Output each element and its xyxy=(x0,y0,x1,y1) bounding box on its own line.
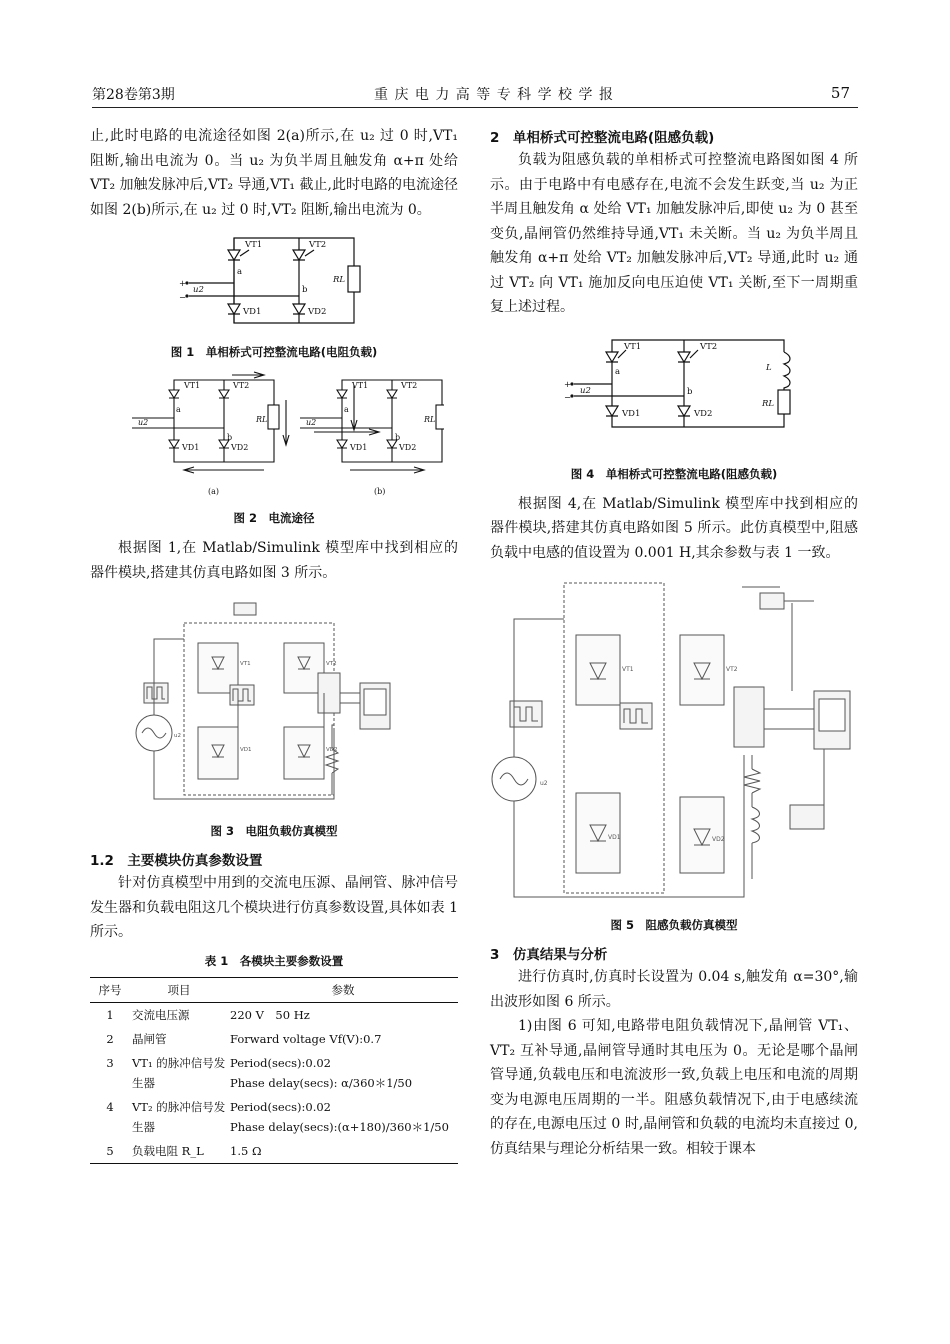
figure-2-caption: 图 2 电流途径 xyxy=(233,511,315,525)
figure-2a-label: (a) xyxy=(208,487,220,496)
label-vd2: VD2 xyxy=(399,443,417,452)
figure-2b-label: (b) xyxy=(374,487,386,496)
section-heading: 2 单相桥式可控整流电路(阻感负载) xyxy=(490,130,715,146)
sim-thyristor-block xyxy=(680,635,724,705)
label-inductor: L xyxy=(766,362,772,373)
resistor-symbol xyxy=(778,390,790,414)
label-vt1: VT1 xyxy=(352,381,369,390)
sim-label-vt1: VT1 xyxy=(622,666,634,673)
label-node-b: b xyxy=(395,433,401,442)
param-line: Period(secs):0.02 xyxy=(230,1099,331,1114)
sim-label-u2: u2 xyxy=(540,780,548,787)
page-number: 57 xyxy=(830,84,850,102)
sim-diode-block xyxy=(576,793,620,873)
paragraph: 根据图 1,在 Matlab/Simulink 模型库中找到相应的器件模块,搭建其仿真电路如图 3 所示。 xyxy=(90,540,458,581)
running-header xyxy=(92,84,858,106)
resistor-symbol xyxy=(268,405,279,429)
figure-1-circuit xyxy=(149,228,399,338)
inductor-symbol xyxy=(784,352,790,390)
table-cell: VT₁ 的脉冲信号发生器 xyxy=(132,1055,226,1090)
sim-thyristor-block xyxy=(576,635,620,705)
diode-symbol xyxy=(228,304,240,314)
sim-label-vt2: VT2 xyxy=(326,661,337,667)
label-u2: u2 xyxy=(138,418,149,427)
sim-label-u2: u2 xyxy=(174,733,181,739)
inductor-symbol xyxy=(752,807,760,843)
thyristor-symbol xyxy=(228,250,240,260)
paragraph: 止,此时电路的电流途径如图 2(a)所示,在 u₂ 过 0 时,VT₁ 阻断,输出电流为 0。当 u₂ 为负半周且触发角 α+π 处给 VT₂ 加触发脉冲后,VT₂ 导通,VT₁ 截止,此时电路的电流途径如图 2(b)所示,在 u₂ 过 0 时,VT₂ 阻断,输出电流为 0。 xyxy=(90,128,458,218)
label-node-a: a xyxy=(237,267,243,277)
journal-issue: 第28卷第3期 xyxy=(92,87,175,103)
label-rl: RL xyxy=(424,415,436,424)
label-vt1: VT1 xyxy=(245,240,263,250)
figure-4-caption: 图 4 单相桥式可控整流电路(阻感负载) xyxy=(570,466,778,481)
section-heading: 1.2 主要模块仿真参数设置 xyxy=(90,853,263,869)
sim-diode-block xyxy=(198,727,238,779)
label-plus: + xyxy=(179,279,187,289)
label-vd1: VD1 xyxy=(243,307,262,317)
right-column xyxy=(490,124,858,1161)
label-vt2: VT2 xyxy=(401,381,418,390)
table-row xyxy=(90,1002,458,1027)
table-cell: 2 xyxy=(106,1031,114,1046)
resistor-symbol xyxy=(436,405,444,429)
sim-diode-block xyxy=(680,797,724,873)
table-cell: 4 xyxy=(106,1099,114,1114)
paragraph: 负载为阻感负载的单相桥式可控整流电路图如图 4 所示。由于电路中有电感存在,电流不会发生跃变,当 u₂ 为正半周且触发角 α 处给 VT₁ 加触发脉冲后,即使 u₂ 为 0 甚至变负,晶闸管仍然维持导通,VT₁ 未关断。当 u₂ 为负半周且触发角 α+π 处给 VT₂ 加触发脉冲后,VT₂ 导通,此时 u₂ 通过 VT₂ 向 VT₁ 施加反向电压迫使 VT₁ 关断,至下一周期重复上述过程。 xyxy=(490,152,858,315)
paragraph: 进行仿真时,仿真时长设置为 0.04 s,触发角 α=30°,输出波形如图 6 所示。 xyxy=(490,969,858,1010)
label-u2: u2 xyxy=(193,285,204,295)
param-line: Period(secs):0.02 xyxy=(230,1055,331,1070)
table-cell: Forward voltage Vf(V):0.7 xyxy=(230,1031,382,1046)
current-path-arrow xyxy=(314,385,424,473)
sim-label-vt1: VT1 xyxy=(240,661,251,667)
label-node-a: a xyxy=(344,405,349,414)
label-rl: RL xyxy=(333,275,346,285)
table-cell: 交流电压源 xyxy=(132,1007,190,1022)
figure-4-circuit xyxy=(554,332,794,442)
sim-label-vd1: VD1 xyxy=(608,834,621,841)
paragraph: 1)由图 6 可知,电路带电阻负载情况下,晶闸管 VT₁、VT₂ 互补导通,晶闸管导通时其电压为 0。无论是哪个晶闸管导通,负载电压和电流波形一致,负载上电压和电流的周期变为电源电压周期的一半。阻感负载情况下,由于电感续流的存在,电源电压过 0 时,晶闸管和负载的电流均未直接过 0,仿真结果与理论分析结果一致。相较于课本 xyxy=(490,1018,858,1157)
header-rule xyxy=(92,107,858,108)
label-node-b: b xyxy=(687,386,693,397)
label-node-a: a xyxy=(176,405,181,414)
sim-measure-block xyxy=(734,687,764,747)
journal-title: 重 庆 电 力 高 等 专 科 学 校 学 报 xyxy=(374,87,614,103)
table-cell: 3 xyxy=(106,1055,114,1070)
label-node-b: b xyxy=(227,433,233,442)
table-cell: 1.5 Ω xyxy=(228,1139,458,1164)
figure-3-caption: 图 3 电阻负载仿真模型 xyxy=(210,824,338,838)
figure-1-caption: 图 1 单相桥式可控整流电路(电阻负载) xyxy=(170,345,378,359)
label-vd2: VD2 xyxy=(308,307,327,317)
table-cell: 220 V 50 Hz xyxy=(230,1007,310,1022)
table-cell xyxy=(228,1095,458,1139)
thyristor-symbol xyxy=(293,250,305,260)
sim-diode-block xyxy=(284,727,324,779)
param-line: Phase delay(secs):(α+180)/360＊1/50 xyxy=(230,1119,449,1134)
section-heading: 3 仿真结果与分析 xyxy=(490,947,608,963)
label-u2: u2 xyxy=(306,418,317,427)
sim-block xyxy=(760,593,784,609)
left-column xyxy=(90,124,458,1164)
sim-label-vd1: VD1 xyxy=(240,747,252,753)
table-row xyxy=(90,1051,458,1095)
sim-block xyxy=(790,805,824,829)
figure-3-simulink-model xyxy=(124,599,424,817)
label-vt1: VT1 xyxy=(624,341,642,352)
table-row xyxy=(90,1095,458,1139)
table-header: 项目 xyxy=(130,977,228,1002)
figure-5-caption: 图 5 阻感负载仿真模型 xyxy=(610,918,738,932)
paragraph: 根据图 4,在 Matlab/Simulink 模型库中找到相应的器件模块,搭建其仿真电路如图 5 所示。此仿真模型中,阻感负载中电感的值设置为 0.001 H,其余参数与表 1 一致。 xyxy=(490,495,858,561)
label-vt2: VT2 xyxy=(309,240,327,250)
label-vt2: VT2 xyxy=(700,341,718,352)
label-rl: RL xyxy=(256,415,268,424)
label-vd1: VD1 xyxy=(182,443,200,452)
circuit-wire xyxy=(189,283,299,296)
table-row xyxy=(90,1139,458,1164)
diode-symbol xyxy=(293,304,305,314)
sim-block xyxy=(234,603,256,615)
label-vd2: VD2 xyxy=(694,408,713,419)
figure-2-current-paths xyxy=(104,370,444,510)
figure-5-simulink-model xyxy=(484,579,852,911)
label-vt1: VT1 xyxy=(184,381,201,390)
table-header: 参数 xyxy=(228,977,458,1002)
label-plus: + xyxy=(564,379,572,390)
label-minus: − xyxy=(564,392,572,403)
diode-symbol xyxy=(606,406,690,416)
label-vd2: VD2 xyxy=(231,443,249,452)
resistor-symbol xyxy=(348,266,360,292)
table-cell xyxy=(228,1051,458,1095)
label-node-a: a xyxy=(615,366,621,377)
label-vd1: VD1 xyxy=(350,443,368,452)
label-vt2: VT2 xyxy=(233,381,250,390)
sim-label-vd2: VD2 xyxy=(326,747,338,753)
sim-pulse-generator xyxy=(230,685,254,705)
table-cell: 1 xyxy=(106,1007,114,1022)
label-u2: u2 xyxy=(580,385,591,396)
table-cell: 晶闸管 xyxy=(132,1031,167,1046)
label-node-b: b xyxy=(302,285,308,295)
param-line: Phase delay(secs): α/360＊1/50 xyxy=(230,1075,413,1090)
paragraph: 针对仿真模型中用到的交流电压源、晶闸管、脉冲信号发生器和负载电阻这几个模块进行仿真参数设置,具体如表 1 所示。 xyxy=(90,875,458,940)
parameter-table xyxy=(90,977,458,1164)
table-cell: VT₂ 的脉冲信号发生器 xyxy=(132,1099,226,1134)
table-cell: 负载电阻 R_L xyxy=(130,1139,228,1164)
table-row xyxy=(90,1027,458,1051)
table-1-caption: 表 1 各模块主要参数设置 xyxy=(204,953,344,968)
table-cell: 5 xyxy=(90,1139,130,1164)
table-header: 序号 xyxy=(90,977,130,1002)
sim-measure-block xyxy=(318,673,340,713)
sim-label-vt2: VT2 xyxy=(726,666,738,673)
label-rl: RL xyxy=(762,398,775,409)
label-vd1: VD1 xyxy=(622,408,641,419)
resistor-symbol xyxy=(744,769,760,793)
label-minus: − xyxy=(179,293,187,303)
sim-pulse-generator xyxy=(144,683,168,703)
sim-label-vd2: VD2 xyxy=(712,836,725,843)
